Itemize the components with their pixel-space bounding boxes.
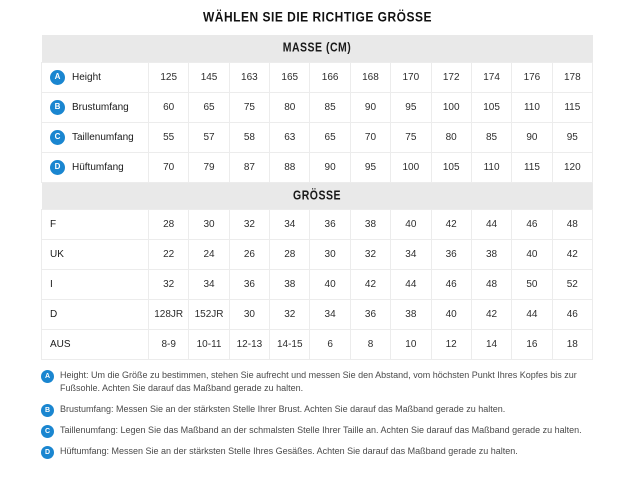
measurement-label-cell	[42, 152, 149, 182]
measurement-value-cell: 178	[552, 62, 592, 92]
size-label-cell	[42, 299, 149, 329]
size-value-cell: 152JR	[189, 299, 229, 329]
size-row	[42, 239, 593, 269]
letter-badge-icon: A	[50, 70, 65, 85]
letter-badge-icon: C	[50, 130, 65, 145]
measurement-value-cell: 63	[270, 122, 310, 152]
letter-badge-icon: B	[50, 100, 65, 115]
letter-badge-icon: D	[50, 160, 65, 175]
measurement-value-cell: 55	[149, 122, 189, 152]
size-value-cell: 18	[552, 329, 592, 359]
size-value-cell: 128JR	[149, 299, 189, 329]
footnote-item	[41, 445, 615, 459]
size-value-cell: 32	[149, 269, 189, 299]
size-value-cell: 6	[310, 329, 350, 359]
footnote-text: Height: Um die Größe zu bestimmen, stehen Sie aufrecht und messen Sie den Abstand, vom höchsten Punkt Ihres Kopfes bis zur Fußsohle. Achten Sie darauf das Maßband gerade zu halten.	[60, 369, 577, 394]
size-value-cell: 42	[471, 299, 511, 329]
measurement-value-cell: 100	[391, 152, 431, 182]
size-value-cell: 34	[310, 299, 350, 329]
size-value-cell: 12	[431, 329, 471, 359]
footnotes	[41, 369, 615, 460]
row-label: UK	[50, 248, 64, 260]
size-value-cell: 22	[149, 239, 189, 269]
row-label: Taillenumfang	[72, 131, 134, 143]
size-value-cell: 42	[431, 209, 471, 239]
size-value-cell: 40	[431, 299, 471, 329]
page-title: WÄHLEN SIE DIE RICHTIGE GRÖSSE	[202, 8, 433, 26]
size-value-cell: 40	[512, 239, 552, 269]
measurement-value-cell: 165	[270, 62, 310, 92]
footnote-item	[41, 424, 615, 438]
size-label-cell	[42, 269, 149, 299]
size-value-cell: 36	[310, 209, 350, 239]
size-value-cell: 34	[189, 269, 229, 299]
measurement-value-cell: 87	[229, 152, 269, 182]
size-value-cell: 38	[471, 239, 511, 269]
measurement-value-cell: 174	[471, 62, 511, 92]
measurement-value-cell: 145	[189, 62, 229, 92]
size-value-cell: 8-9	[149, 329, 189, 359]
measurement-value-cell: 166	[310, 62, 350, 92]
measurements-section-header	[42, 35, 593, 62]
measurement-value-cell: 80	[270, 92, 310, 122]
measurement-value-cell: 60	[149, 92, 189, 122]
row-label: I	[50, 278, 53, 290]
measurement-row	[42, 62, 593, 92]
letter-badge-icon: D	[41, 446, 54, 459]
measurement-value-cell: 110	[512, 92, 552, 122]
measurement-value-cell: 75	[229, 92, 269, 122]
measurement-value-cell: 170	[391, 62, 431, 92]
measurement-value-cell: 90	[512, 122, 552, 152]
measurement-row	[42, 152, 593, 182]
row-label: AUS	[50, 338, 71, 350]
measurement-value-cell: 168	[350, 62, 390, 92]
size-value-cell: 44	[512, 299, 552, 329]
size-label-cell	[42, 329, 149, 359]
measurement-label-cell	[42, 92, 149, 122]
measurement-value-cell: 80	[431, 122, 471, 152]
size-table	[41, 35, 593, 360]
row-label: F	[50, 218, 57, 230]
measurements-section-title: MASSE (CM)	[282, 41, 352, 56]
size-value-cell: 32	[350, 239, 390, 269]
size-value-cell: 36	[229, 269, 269, 299]
size-value-cell: 32	[270, 299, 310, 329]
size-value-cell: 28	[270, 239, 310, 269]
measurement-value-cell: 70	[149, 152, 189, 182]
size-value-cell: 40	[391, 209, 431, 239]
sizes-section-title: GRÖSSE	[293, 188, 341, 203]
size-value-cell: 38	[270, 269, 310, 299]
size-value-cell: 10-11	[189, 329, 229, 359]
measurement-value-cell: 79	[189, 152, 229, 182]
size-value-cell: 38	[350, 209, 390, 239]
measurement-value-cell: 163	[229, 62, 269, 92]
measurement-label-cell	[42, 122, 149, 152]
measurement-value-cell: 125	[149, 62, 189, 92]
row-label: Height	[72, 71, 101, 83]
size-value-cell: 48	[471, 269, 511, 299]
measurement-value-cell: 58	[229, 122, 269, 152]
measurement-value-cell: 176	[512, 62, 552, 92]
size-value-cell: 30	[310, 239, 350, 269]
size-value-cell: 42	[350, 269, 390, 299]
letter-badge-icon: C	[41, 425, 54, 438]
sizes-section-header	[42, 182, 593, 209]
measurement-value-cell: 70	[350, 122, 390, 152]
size-value-cell: 42	[552, 239, 592, 269]
measurement-value-cell: 57	[189, 122, 229, 152]
letter-badge-icon: B	[41, 404, 54, 417]
size-value-cell: 46	[431, 269, 471, 299]
size-value-cell: 16	[512, 329, 552, 359]
measurement-value-cell: 95	[350, 152, 390, 182]
letter-badge-icon: A	[41, 370, 54, 383]
size-row	[42, 329, 593, 359]
size-value-cell: 36	[431, 239, 471, 269]
size-row	[42, 299, 593, 329]
size-value-cell: 44	[471, 209, 511, 239]
measurement-value-cell: 65	[310, 122, 350, 152]
footnote-text: Hüftumfang: Messen Sie an der stärksten Stelle Ihres Gesäßes. Achten Sie darauf das Maßband gerade zu halten.	[60, 446, 518, 457]
row-label: Brustumfang	[72, 101, 129, 113]
footnote-item	[41, 369, 615, 397]
size-value-cell: 26	[229, 239, 269, 269]
size-value-cell: 48	[552, 209, 592, 239]
row-label: D	[50, 308, 58, 320]
measurement-value-cell: 105	[431, 152, 471, 182]
size-label-cell	[42, 209, 149, 239]
measurement-label-cell	[42, 62, 149, 92]
size-value-cell: 46	[552, 299, 592, 329]
measurement-value-cell: 90	[350, 92, 390, 122]
size-value-cell: 14-15	[270, 329, 310, 359]
footnote-item	[41, 403, 615, 417]
footnote-text: Brustumfang: Messen Sie an der stärksten Stelle Ihrer Brust. Achten Sie darauf das Maßband gerade zu halten.	[60, 404, 506, 415]
size-value-cell: 52	[552, 269, 592, 299]
size-value-cell: 28	[149, 209, 189, 239]
size-value-cell: 30	[189, 209, 229, 239]
measurement-value-cell: 105	[471, 92, 511, 122]
size-value-cell: 8	[350, 329, 390, 359]
footnote-text: Taillenumfang: Legen Sie das Maßband an der schmalsten Stelle Ihrer Taille an. Achten Sie darauf das Maßband gerade zu halten.	[60, 425, 582, 436]
measurement-value-cell: 120	[552, 152, 592, 182]
size-value-cell: 38	[391, 299, 431, 329]
measurement-value-cell: 75	[391, 122, 431, 152]
size-value-cell: 10	[391, 329, 431, 359]
size-label-cell	[42, 239, 149, 269]
size-value-cell: 36	[350, 299, 390, 329]
measurement-value-cell: 65	[189, 92, 229, 122]
size-value-cell: 50	[512, 269, 552, 299]
size-value-cell: 32	[229, 209, 269, 239]
measurement-value-cell: 115	[512, 152, 552, 182]
size-chart	[41, 35, 593, 360]
measurement-value-cell: 95	[391, 92, 431, 122]
measurement-value-cell: 172	[431, 62, 471, 92]
size-value-cell: 46	[512, 209, 552, 239]
measurement-value-cell: 110	[471, 152, 511, 182]
measurement-value-cell: 115	[552, 92, 592, 122]
size-row	[42, 209, 593, 239]
size-value-cell: 24	[189, 239, 229, 269]
measurement-value-cell: 85	[310, 92, 350, 122]
measurement-value-cell: 90	[310, 152, 350, 182]
measurement-row	[42, 92, 593, 122]
size-value-cell: 12-13	[229, 329, 269, 359]
size-value-cell: 14	[471, 329, 511, 359]
measurement-value-cell: 85	[471, 122, 511, 152]
measurement-value-cell: 88	[270, 152, 310, 182]
measurement-value-cell: 95	[552, 122, 592, 152]
size-value-cell: 44	[391, 269, 431, 299]
size-value-cell: 40	[310, 269, 350, 299]
row-label: Hüftumfang	[72, 161, 124, 173]
size-row	[42, 269, 593, 299]
measurement-value-cell: 100	[431, 92, 471, 122]
size-value-cell: 34	[270, 209, 310, 239]
size-value-cell: 34	[391, 239, 431, 269]
size-value-cell: 30	[229, 299, 269, 329]
measurement-row	[42, 122, 593, 152]
